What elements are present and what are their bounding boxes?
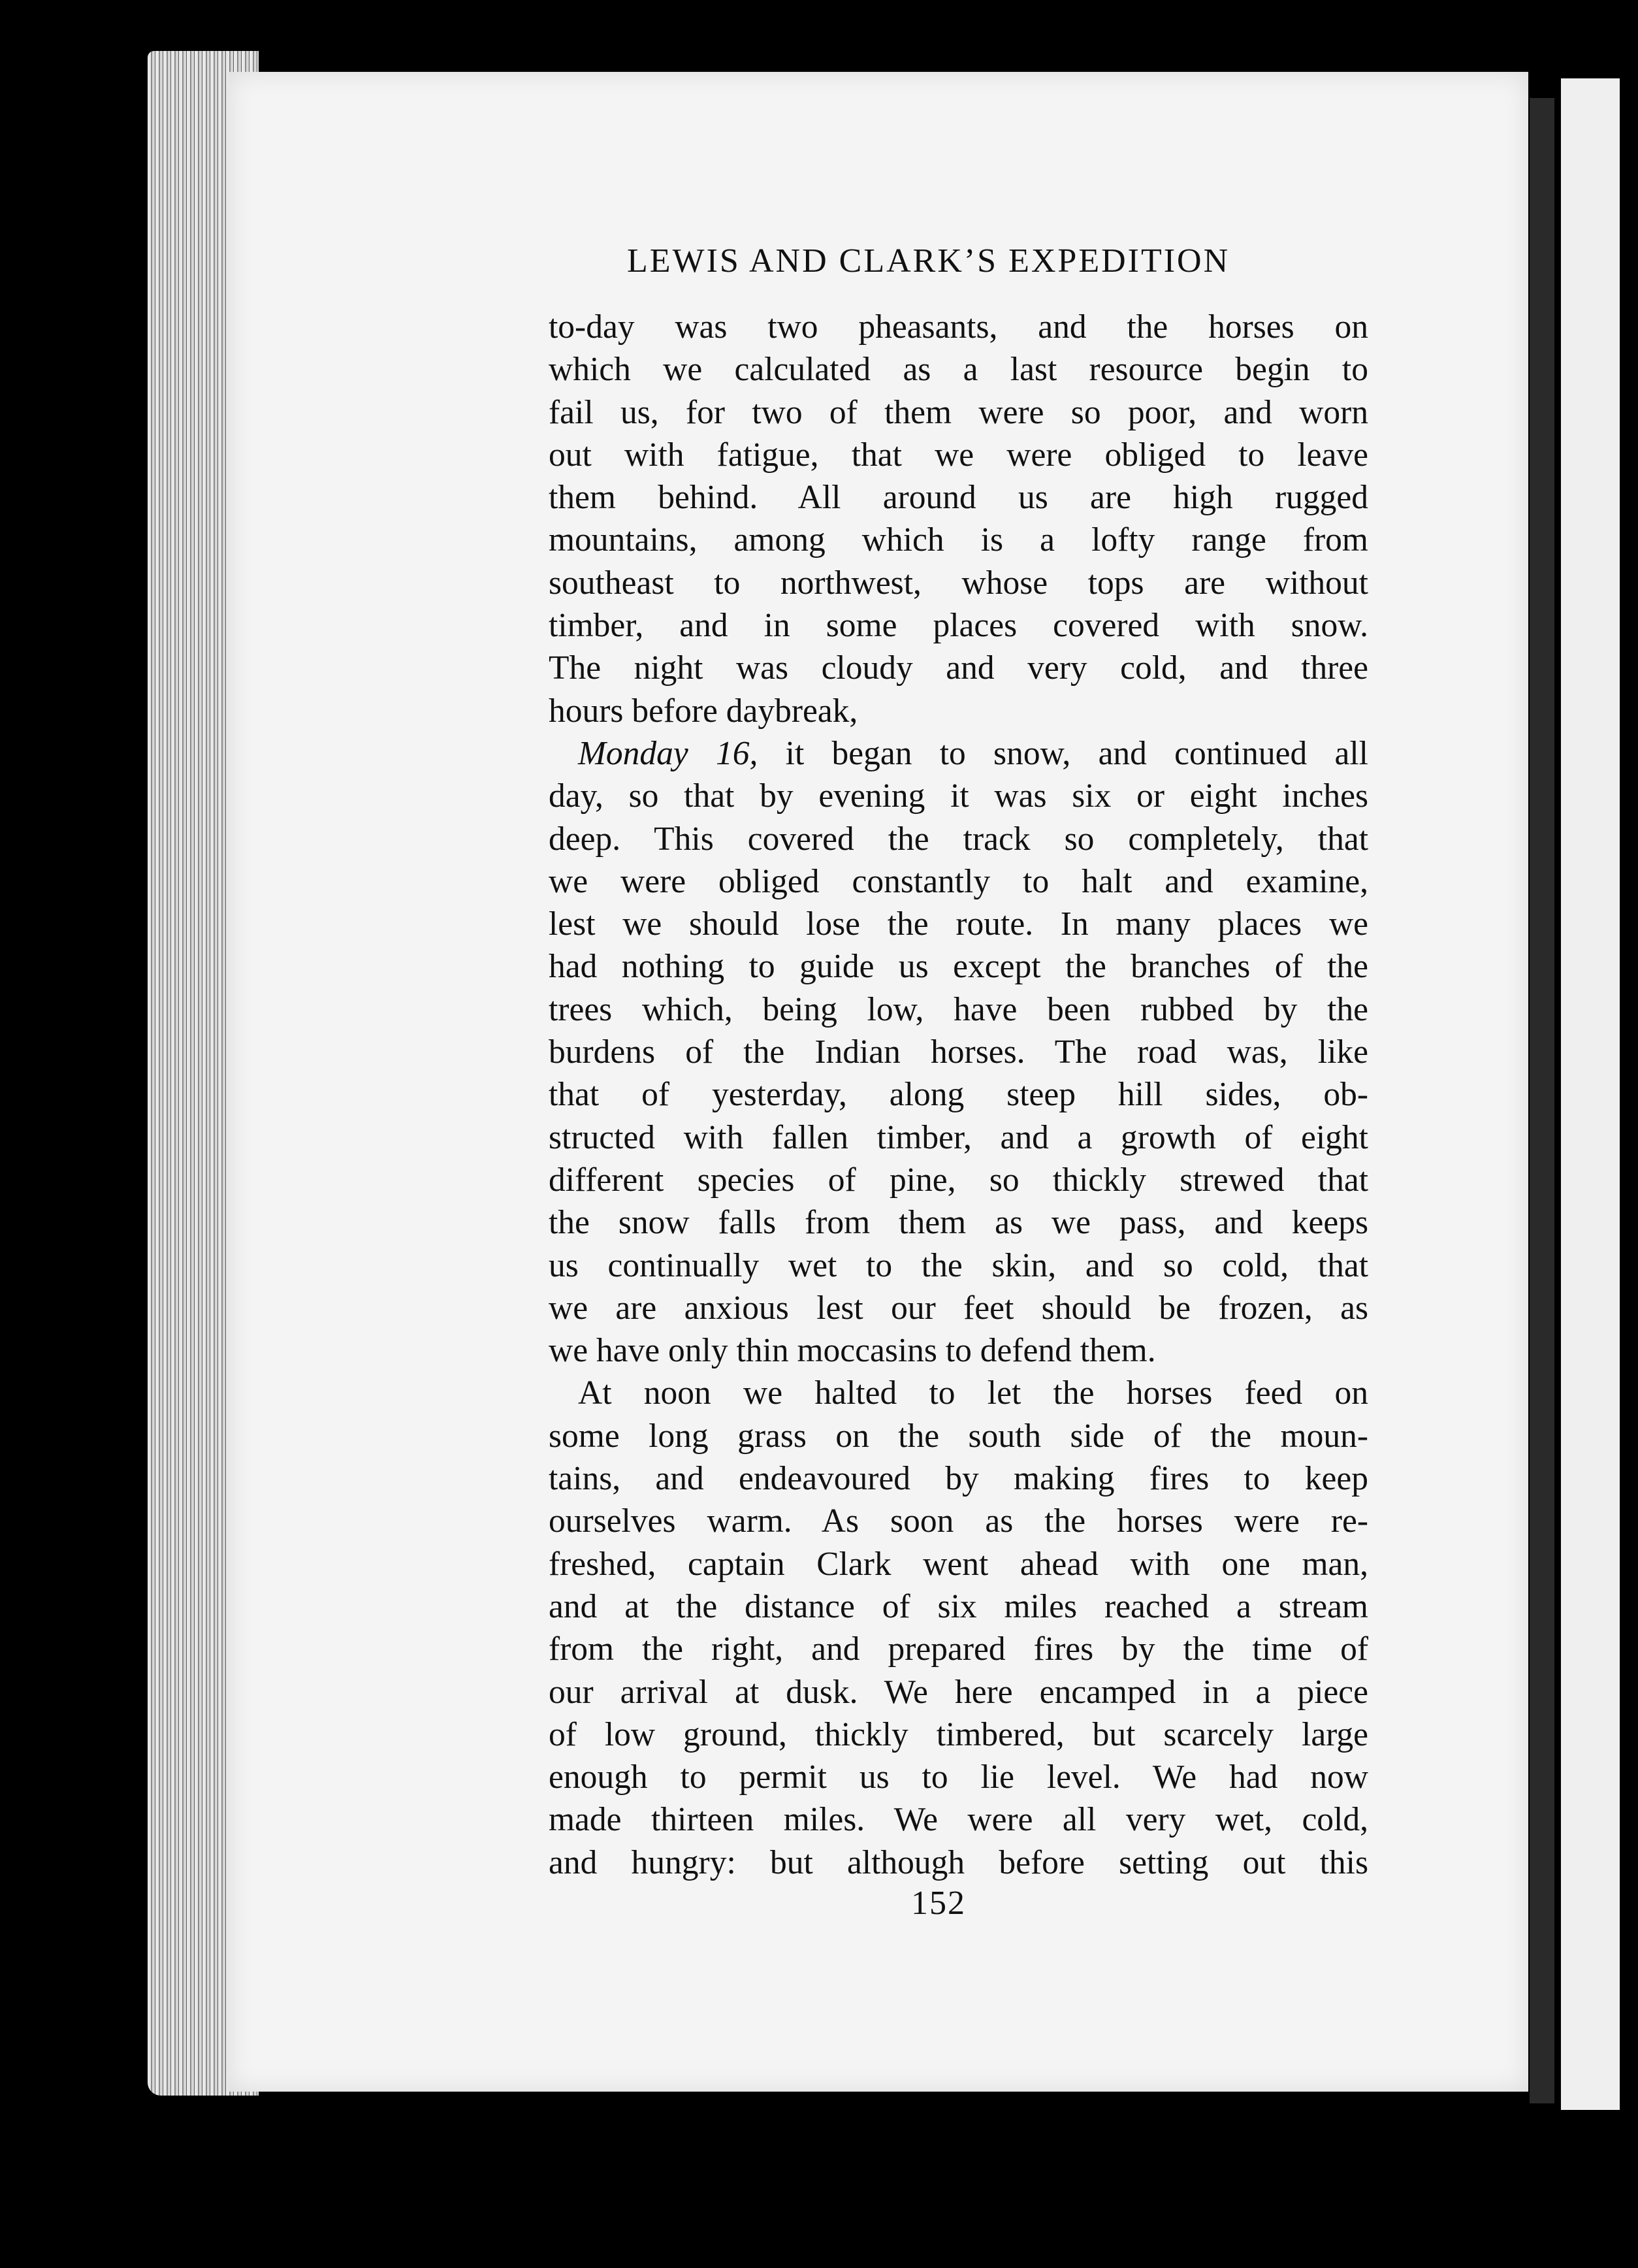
text-line: timber, and in some places covered with snow. [549, 607, 1368, 645]
text-line: we are anxious lest our feet should be frozen, as [549, 1289, 1368, 1327]
text-line-dateline [549, 732, 1368, 775]
text-line: had nothing to guide us except the branches of the [549, 948, 1368, 986]
page-number: 152 [911, 1885, 966, 1922]
text-line: made thirteen miles. We were all very wet, cold, [549, 1801, 1368, 1839]
text-line: At noon we halted to let the horses feed on [578, 1374, 1368, 1412]
text-line: freshed, captain Clark went ahead with one man, [549, 1545, 1368, 1583]
text-line: day, so that by evening it was six or eight inches [549, 777, 1368, 815]
text-line: ourselves warm. As soon as the horses were re- [549, 1502, 1368, 1540]
body-text [549, 306, 1368, 1884]
text-line: trees which, being low, have been rubbed by the [549, 990, 1368, 1028]
text-line: out with fatigue, that we were obliged to leave [549, 436, 1368, 474]
text-line: which we calculated as a last resource begin to [549, 351, 1368, 389]
text-line: and hungry: but although before setting out this [549, 1843, 1368, 1881]
text-line: The night was cloudy and very cold, and three [549, 649, 1368, 687]
text-fragment: it began to snow, and continued all [758, 734, 1368, 772]
running-header: LEWIS AND CLARK’S EXPEDITION [627, 242, 1230, 280]
text-line: our arrival at dusk. We here encamped in a piece [549, 1673, 1368, 1711]
text-line: enough to permit us to lie level. We had now [549, 1758, 1368, 1796]
text-line: mountains, among which is a lofty range from [549, 521, 1368, 559]
text-line: southeast to northwest, whose tops are without [549, 564, 1368, 602]
text-line: structed with fallen timber, and a growth of eight [549, 1118, 1368, 1156]
text-line: lest we should lose the route. In many places we [549, 905, 1368, 943]
text-line: burdens of the Indian horses. The road was, like [549, 1033, 1368, 1071]
text-line: that of yesterday, along steep hill sides, ob- [549, 1076, 1368, 1114]
text-line: tains, and endeavoured by making fires to keep [549, 1460, 1368, 1498]
text-line: hours before daybreak, [549, 692, 858, 730]
text-line: fail us, for two of them were so poor, and worn [549, 393, 1368, 431]
text-line: we were obliged constantly to halt and examine, [549, 862, 1368, 900]
text-line: we have only thin moccasins to defend them. [549, 1332, 1156, 1370]
text-line: deep. This covered the track so completely, that [549, 820, 1368, 858]
adjacent-page [1561, 78, 1620, 2110]
text-line: different species of pine, so thickly strewed that [549, 1161, 1368, 1199]
text-line: the snow falls from them as we pass, and keeps [549, 1204, 1368, 1242]
text-line: them behind. All around us are high rugged [549, 479, 1368, 517]
text-line: to-day was two pheasants, and the horses on [549, 308, 1368, 346]
text-line: from the right, and prepared fires by the time of [549, 1630, 1368, 1668]
text-line: us continually wet to the skin, and so cold, that [549, 1246, 1368, 1284]
book-gutter [1530, 98, 1554, 2103]
text-line: of low ground, thickly timbered, but scarcely large [549, 1715, 1368, 1753]
text-line: and at the distance of six miles reached a stream [549, 1587, 1368, 1625]
date-entry: Monday 16, [578, 734, 758, 772]
text-line: some long grass on the south side of the moun- [549, 1417, 1368, 1455]
